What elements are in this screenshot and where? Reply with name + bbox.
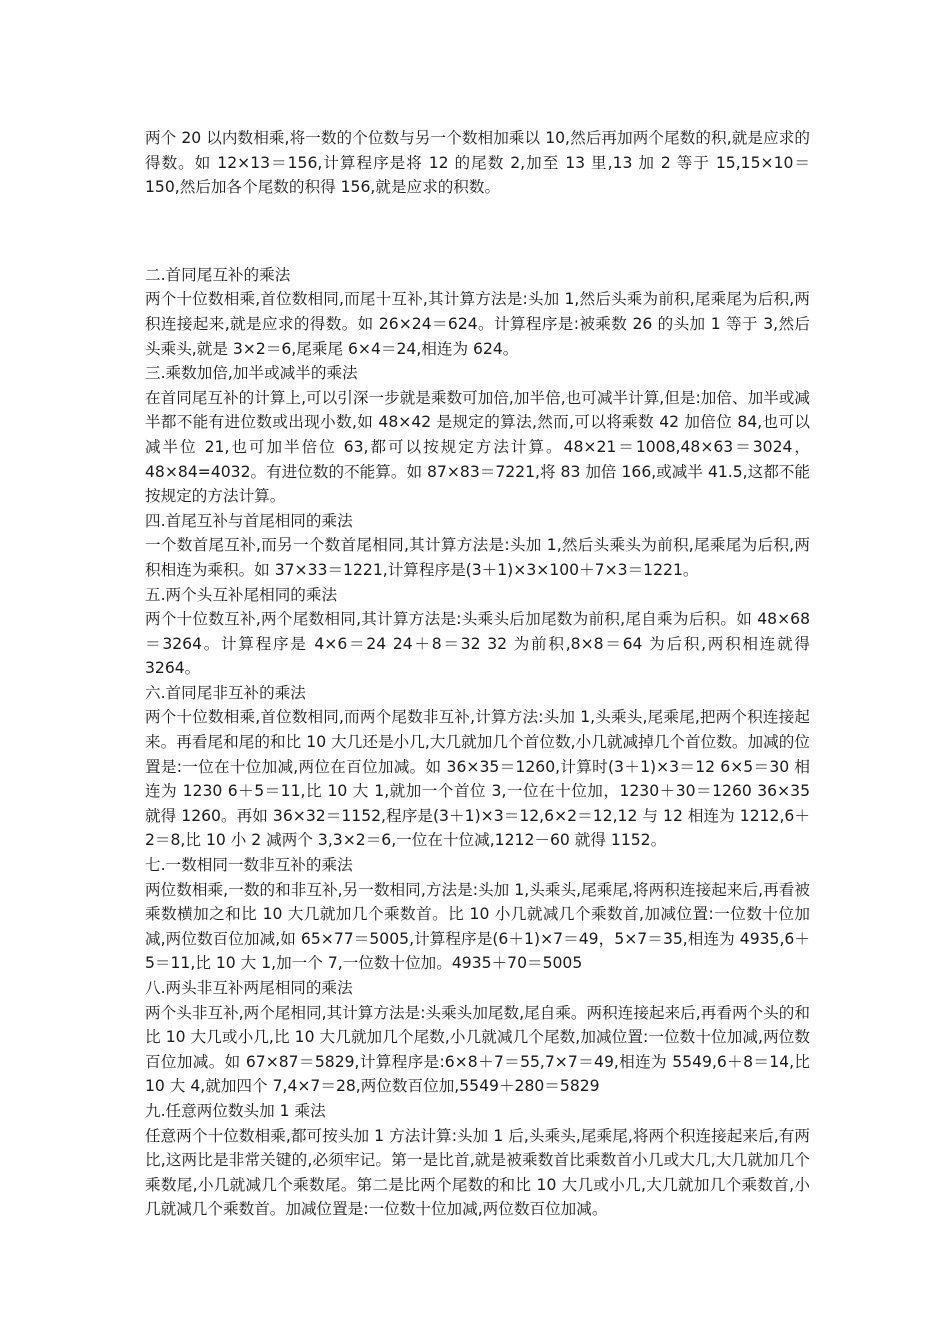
section-3: [145, 361, 810, 509]
section-body: 两位数相乘,一数的和非互补,另一数相同,方法是:头加 1,头乘头,尾乘尾,将两积连接起来后,再看被乘数横加之和比 10 大几就加几个乘数首。比 10 小几就减几个乘数首,加减位置:一位数十位加减,两位数百位加减,如 65×77＝5005,计算程序是(6＋1)×7＝49，5×7＝35,相连为 4935,6＋5＝11,比 10 大 1,加一个 7,一位数十位加。4935＋70＝5005: [145, 880, 810, 973]
section-body: 两个头非互补,两个尾相同,其计算方法是:头乘头加尾数,尾自乘。两积连接起来后,再看两个头的和比 10 大几或小几,比 10 大几就加几个尾数,小几就减几个尾数,加减位置:一位数十位加减,两位数百位加减。如 67×87＝5829,计算程序是:6×8＋7＝55,7×7＝49,相连为 5549,6＋8＝14,比 10 大 4,就加四个 7,4×7＝28,两位数百位加,5549＋280＝5829: [145, 1003, 810, 1096]
section-body: 任意两个十位数相乘,都可按头加 1 方法计算:头加 1 后,头乘头,尾乘尾,将两个积连接起来后,有两比,这两比是非常关键的,必须牢记。第一是比首,就是被乘数首比乘数首小几或大几,大几就加几个乘数尾,小几就减几个乘数尾。第二是比两个尾数的和比 10 大几或小几,大几就加几个乘数首,小几就减几个乘数首。加减位置是:一位数十位加减,两位数百位加减。: [145, 1126, 810, 1219]
section-heading: 九.任意两位数头加 1 乘法: [145, 1101, 326, 1120]
section-9: [145, 1099, 810, 1222]
section-body: 两个十位数互补,两个尾数相同,其计算方法是:头乘头后加尾数为前积,尾自乘为后积。如 48×68＝3264。计算程序是 4×6＝24 24＋8＝32 32 为前积,8×8＝64 为后积,两积相连就得 3264。: [145, 610, 810, 678]
section-heading: 五.两个头互补尾相同的乘法: [145, 585, 338, 604]
section-heading: 七.一数相同一数非互补的乘法: [145, 856, 353, 875]
section-heading: 三.乘数加倍,加半或减半的乘法: [145, 364, 358, 383]
section-heading: 六.首同尾非互补的乘法: [145, 683, 306, 702]
section-body: 两个十位数相乘,首位数相同,而两个尾数非互补,计算方法:头加 1,头乘头,尾乘尾,把两个积连接起来。再看尾和尾的和比 10 大几还是小几,大几就加几个首位数,小几就减掉几个首位数。加减的位置是:一位在十位加减,两位在百位加减。如 36×35＝1260,计算时(3＋1)×3＝12 6×5＝30 相连为 1230 6＋5＝11,比 10 大 1,就加一个首位 3,一位在十位加，1230＋30＝1260 36×35 就得 1260。再如 36×32＝1152,程序是(3＋1)×3＝12,6×2＝12,12 与 12 相连为 1212,6＋2＝8,比 10 小 2 减两个 3,3×2＝6,一位在十位减,1212－60 就得 1152。: [145, 708, 810, 850]
document-page: [145, 126, 810, 1222]
section-body: 两个十位数相乘,首位数相同,而尾十互补,其计算方法是:头加 1,然后头乘为前积,尾乘尾为后积,两积连接起来,就是应求的得数。如 26×24＝624。计算程序是:被乘数 26 的头加 1 等于 3,然后头乘头,就是 3×2＝6,尾乘尾 6×4＝24,相连为 624。: [145, 290, 810, 358]
section-heading: 八.两头非互补两尾相同的乘法: [145, 979, 353, 997]
section-6: [145, 681, 810, 853]
section-2: [145, 263, 810, 361]
section-8: [145, 976, 810, 1099]
section-5: [145, 583, 810, 681]
section-heading: 四.首尾互补与首尾相同的乘法: [145, 511, 353, 530]
intro-paragraph: 两个 20 以内数相乘,将一数的个位数与另一个数相加乘以 10,然后再加两个尾数的积,就是应求的得数。如 12×13＝156,计算程序是将 12 的尾数 2,加至 13 里,13 加 2 等于 15,15×10＝150,然后加各个尾数的积得 156,就是应求的积数。: [145, 129, 810, 197]
section-body: 一个数首尾互补,而另一个数首尾相同,其计算方法是:头加 1,然后头乘头为前积,尾乘尾为后积,两积相连为乘积。如 37×33＝1221,计算程序是(3＋1)×3×100＋7×3＝1221。: [145, 536, 810, 579]
section-heading: 二.首同尾互补的乘法: [145, 265, 291, 284]
section-7: [145, 853, 810, 976]
section-body: 在首同尾互补的计算上,可以引深一步就是乘数可加倍,加半倍,也可减半计算,但是:加倍、加半或减半都不能有进位数或出现小数,如 48×42 是规定的算法,然而,可以将乘数 42 加倍位 84,也可以减半位 21,也可加半倍位 63,都可以按规定方法计算。48×21＝1008,48×63＝3024，48×84=4032。有进位数的不能算。如 87×83＝7221,将 83 加倍 166,或减半 41.5,这都不能按规定的方法计算。: [145, 388, 810, 506]
section-4: [145, 509, 810, 583]
